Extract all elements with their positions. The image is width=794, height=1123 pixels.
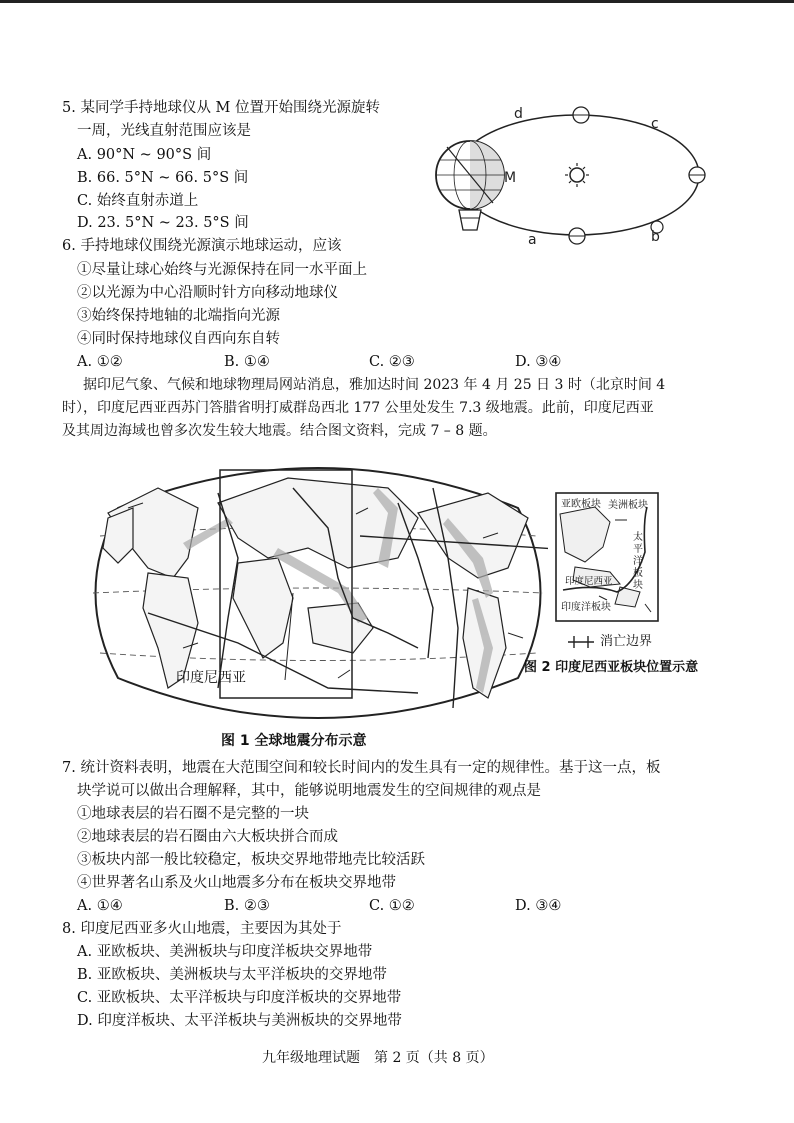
q8-stem: 8. 印度尼西亚多火山地震，主要因为其处于 [62, 921, 342, 937]
q5-option-d: D. 23. 5°N ~ 23. 5°S 间 [77, 215, 249, 231]
legend-subduction-label: 消亡边界 [600, 634, 653, 649]
q8-option-b: B. 亚欧板块、美洲板块与太平洋板块的交界地带 [77, 967, 387, 983]
indonesia-plates-inset [555, 492, 659, 622]
q6-option-a: A. ①② [77, 354, 123, 370]
inset-label-american: 美洲板块 [608, 500, 648, 511]
map-label-indonesia: 印度尼西亚 [176, 670, 246, 686]
legend-subduction-icon [566, 634, 596, 650]
q5-option-b: B. 66. 5°N ~ 66. 5°S 间 [77, 170, 249, 186]
orbit-label-d: d [514, 106, 523, 122]
q8-option-d: D. 印度洋板块、太平洋板块与美洲板块的交界地带 [77, 1013, 402, 1029]
q6-statement-2: ②以光源为中心沿顺时针方向移动地球仪 [77, 285, 338, 301]
q7-statement-1: ①地球表层的岩石圈不是完整的一块 [77, 806, 309, 822]
q5-option-c: C. 始终直射赤道上 [77, 193, 199, 209]
orbit-label-c: c [651, 116, 659, 132]
pacific-char-5: 块 [633, 580, 643, 591]
inset-label-indonesia: 印度尼西亚 [565, 576, 613, 587]
q6-stem: 6. 手持地球仪围绕光源演示地球运动，应该 [62, 238, 342, 254]
q7-statement-2: ②地球表层的岩石圈由六大板块拼合而成 [77, 829, 338, 845]
passage-line-1: 据印尼气象、气候和地球物理局网站消息，雅加达时间 2023 年 4 月 25 日 3 时（北京时间 4 [83, 377, 666, 393]
q7-statement-4: ④世界著名山系及火山地震多分布在板块交界地带 [77, 875, 396, 891]
inset-label-eurasian: 亚欧板块 [561, 499, 601, 510]
q7-option-a: A. ①④ [77, 898, 123, 914]
q7-stem-line2: 块学说可以做出合理解释，其中，能够说明地震发生的空间规律的观点是 [77, 783, 541, 799]
q5-option-a: A. 90°N ~ 90°S 间 [77, 147, 212, 163]
passage-line-2: 时），印度尼西亚西苏门答腊省明打威群岛西北 177 公里处发生 7.3 级地震。此前，印度尼西亚 [62, 400, 654, 416]
q6-option-b: B. ①④ [224, 354, 270, 370]
pacific-char-3: 洋 [633, 556, 643, 567]
q6-statement-1: ①尽量让球心始终与光源保持在同一水平面上 [77, 262, 367, 278]
page-footer: 九年级地理试题 第 2 页（共 8 页） [262, 1050, 494, 1066]
passage-line-3: 及其周边海域也曾多次发生较大地震。结合图文资料，完成 7 – 8 题。 [62, 423, 497, 439]
q7-option-b: B. ②③ [224, 898, 270, 914]
q5-stem-line1: 5. 某同学手持地球仪从 M 位置开始围绕光源旋转 [62, 100, 381, 116]
q7-option-c: C. ①② [369, 898, 415, 914]
orbit-label-a: a [528, 232, 537, 248]
world-earthquake-map [88, 448, 548, 738]
q6-statement-3: ③始终保持地轴的北端指向光源 [77, 308, 280, 324]
q6-statement-4: ④同时保持地球仪自西向东自转 [77, 331, 280, 347]
figure2-caption: 图 2 印度尼西亚板块位置示意 [524, 660, 699, 675]
top-rule [0, 0, 794, 3]
orbit-label-b: b [651, 229, 660, 245]
q6-option-d: D. ③④ [515, 354, 562, 370]
pacific-char-2: 平 [633, 544, 643, 555]
q6-option-c: C. ②③ [369, 354, 415, 370]
pacific-char-4: 板 [633, 568, 643, 579]
sun-icon [565, 163, 589, 187]
q7-option-d: D. ③④ [515, 898, 562, 914]
globe-m-icon [436, 141, 504, 230]
orbit-label-m: M [504, 170, 517, 186]
orbit-diagram [425, 100, 725, 250]
figure1-caption: 图 1 全球地震分布示意 [221, 733, 367, 749]
q8-option-a: A. 亚欧板块、美洲板块与印度洋板块交界地带 [77, 944, 373, 960]
q5-stem-line2: 一周，光线直射范围应该是 [77, 123, 251, 139]
q7-statement-3: ③板块内部一般比较稳定，板块交界地带地壳比较活跃 [77, 852, 425, 868]
q8-option-c: C. 亚欧板块、太平洋板块与印度洋板块的交界地带 [77, 990, 402, 1006]
q7-stem-line1: 7. 统计资料表明，地震在大范围空间和较长时间内的发生具有一定的规律性。基于这一点，板 [62, 760, 661, 776]
pacific-char-1: 太 [633, 532, 643, 543]
inset-label-indian: 印度洋板块 [561, 602, 611, 613]
